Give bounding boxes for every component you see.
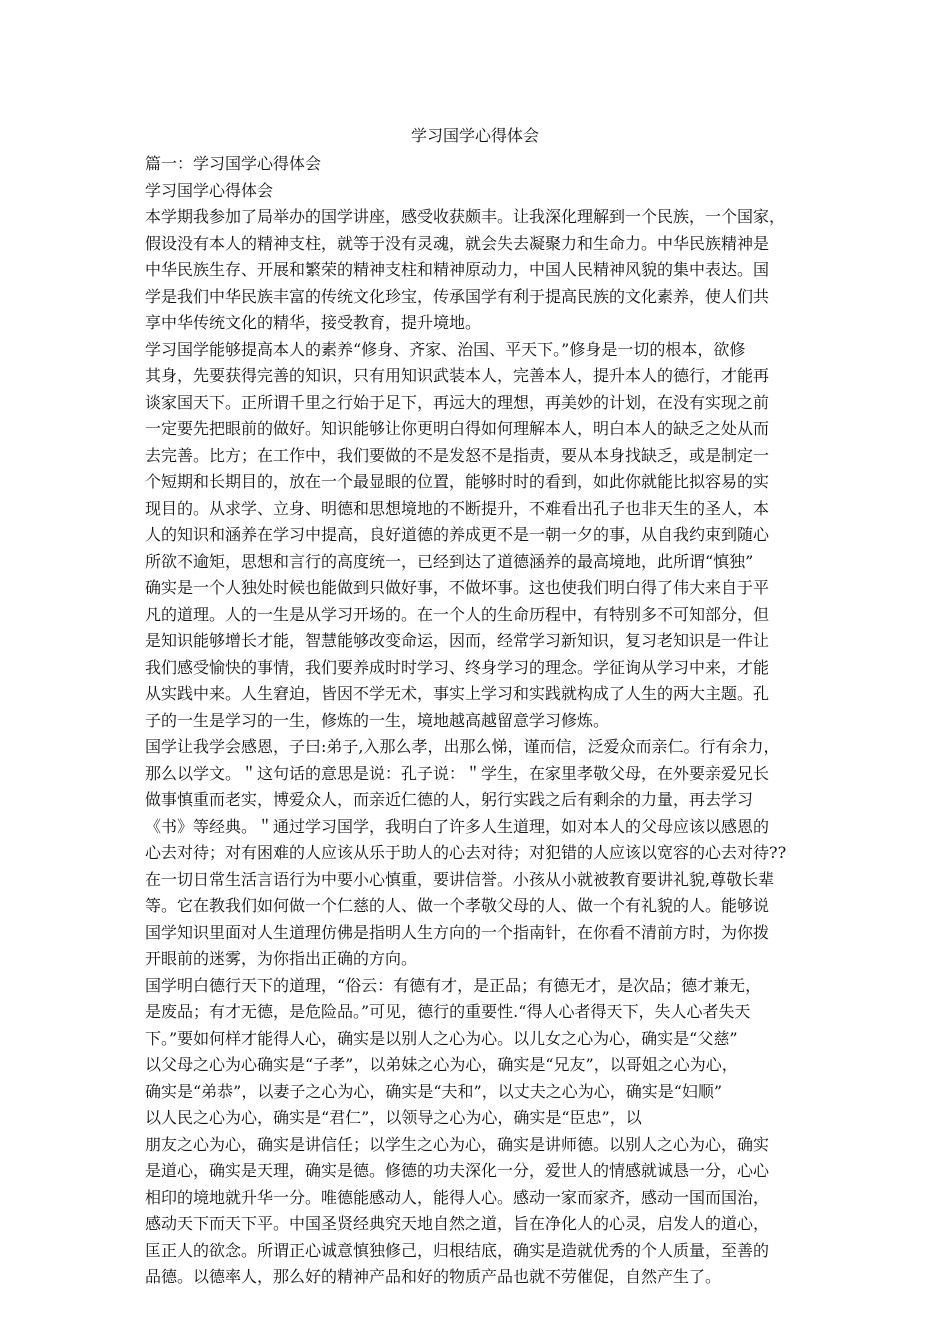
paragraph-line: 以父母之心为心确实是“子孝”，以弟妹之心为心，确实是“兄友”，以哥姐之心为心， [145,1055,738,1074]
paragraph-line: 我们感受愉快的事情，我们要养成时时学习、终身学习的理念。学征询从学习中来，才能 [145,657,770,677]
paragraph-line: 享中华传统文化的精华，接受教育，提升境地。 [145,313,482,332]
paragraph-line: 本学期我参加了局举办的国学讲座，感受收获颇丰。让我深化理解到一个民族，一个国家， [145,207,786,226]
paragraph-line: 人的知识和涵养在学习中提高，良好道德的养成更不是一朝一夕的事，从自我约束到随心 [145,525,770,544]
paragraph-line: 去完善。比方；在工作中，我们要做的不是发怒不是指责，要从本身找缺乏，或是制定一 [145,445,770,465]
paragraph-line: 现目的。从求学、立身、明德和思想境地的不断提升，不难看出孔子也非天生的圣人，本 [145,498,770,518]
paragraph-line: 假设没有本人的精神支柱，就等于没有灵魂，就会失去凝聚力和生命力。中华民族精神是 [145,233,770,253]
paragraph-line: 那么以学文。＂这句话的意思是说：孔子说：＂学生，在家里孝敬父母，在外要亲爱兄长 [145,763,770,783]
paragraph-line: 个短期和长期目的，放在一个最显眼的位置，能够时时的看到，如此你就能比拟容易的实 [145,472,770,491]
paragraph-line: 以人民之心为心，确实是“君仁”，以领导之心为心，确实是“臣忠”，以 [145,1108,642,1127]
paragraph-line: 朋友之心为心，确实是讲信任；以学生之心为心，确实是讲师德。以别人之心为心，确实 [145,1134,770,1154]
paragraph-line: 从实践中来。人生窘迫，皆因不学无术，事实上学习和实践就构成了人生的两大主题。孔 [145,684,770,703]
paragraph-line: 下。”要如何样才能得人心，确实是以别人之心为心。以儿女之心为心，确实是“父慈” [145,1028,738,1048]
paragraph-line: 开眼前的迷雾，为你指出正确的方向。 [145,949,418,968]
paragraph-line: 中华民族生存、开展和繁荣的精神支柱和精神原动力，中国人民精神风貌的集中表达。国 [145,260,770,279]
paragraph-line: 国学明白德行天下的道理，“俗云：有德有才，是正品；有德无才，是次品；德才兼无， [145,975,762,995]
paragraph-line: 确实是“弟恭”，以妻子之心为心，确实是“夫和”，以丈夫之心为心，确实是“妇顺” [145,1081,723,1101]
paragraph-line: 凡的道理。人的一生是从学习开场的。在一个人的生命历程中，有特别多不可知部分，但 [145,604,770,624]
paragraph-line: 学是我们中华民族丰富的传统文化珍宝，传承国学有利于提高民族的文化素养，使人们共 [145,286,770,306]
paragraph-line: 国学知识里面对人生道理仿佛是指明人生方向的一个指南针，在你看不清前方时，为你拨 [145,922,770,942]
paragraph-line: 国学让我学会感恩，子曰:弟子,入那么孝，出那么悌，谨而信，泛爱众而亲仁。行有余力， [145,737,780,756]
paragraph-line: 确实是一个人独处时候也能做到只做好事，不做坏事。这也使我们明白得了伟大来自于平 [145,578,770,597]
paragraph-line: 是道心，确实是天理，确实是德。修德的功夫深化一分，爱世人的情感就诚恳一分，心心 [145,1161,770,1180]
paragraph-line: 一定要先把眼前的做好。知识能够让你更明白得如何理解本人，明白本人的缺乏之处从而 [145,419,770,438]
paragraph-line: 心去对待；对有困难的人应该从乐于助人的心去对待；对犯错的人应该以宽容的心去对待?? [145,843,787,862]
paragraph-line: 品德。以德率人，那么好的精神产品和好的物质产品也就不劳催促，自然产生了。 [145,1267,722,1286]
paragraph-line: 子的一生是学习的一生，修炼的一生，境地越高越留意学习修炼。 [145,710,610,730]
paragraph-line: 感动天下而天下平。中国圣贤经典究天地自然之道，旨在净化人的心灵，启发人的道心， [145,1214,770,1233]
paragraph-line: 等。它在教我们如何做一个仁慈的人、做一个孝敬父母的人、做一个有礼貌的人。能够说 [145,896,770,915]
paragraph-line: 做事慎重而老实，博爱众人，而亲近仁德的人，躬行实践之后有剩余的力量，再去学习 [145,790,754,809]
paragraph-line: 所欲不逾矩，思想和言行的高度统一，已经到达了道德涵养的最高境地，此所谓“慎独” [145,551,754,571]
paragraph-line: 在一切日常生活言语行为中要小心慎重，要讲信誉。小孩从小就被教育要讲礼貌,尊敬长辈 [145,869,775,889]
section-heading: 篇一：学习国学心得体会 [145,154,322,173]
paragraph-line: 谈家国天下。正所谓千里之行始于足下，再远大的理想，再美妙的计划，在没有实现之前 [145,392,770,412]
paragraph-line: 相印的境地就升华一分。唯德能感动人，能得人心。感动一家而家齐，感动一国而国治， [145,1187,770,1207]
paragraph-line: 是知识能够增长才能，智慧能够改变命运，因而，经常学习新知识，复习老知识是一件让 [145,631,770,650]
paragraph-line: 其身，先要获得完善的知识，只有用知识武装本人，完善本人，提升本人的德行，才能再 [145,366,770,385]
paragraph-line: 是废品；有才无德，是危险品。”可见，德行的重要性.“得人心者得天下，失人心者失天 [145,1002,751,1021]
document-title: 学习国学心得体会 [410,126,539,145]
paragraph-line: 《书》等经典。＂通过学习国学，我明白了许多人生道理，如对本人的父母应该以感恩的 [145,816,770,836]
paragraph-line: 学习国学能够提高本人的素养“修身、齐家、治国、平天下。”修身是一切的根本，欲修 [145,339,746,359]
section-subheading: 学习国学心得体会 [145,180,274,200]
paragraph-line: 匡正人的欲念。所谓正心诚意慎独修己，归根结底，确实是造就优秀的个人质量，至善的 [145,1240,770,1260]
